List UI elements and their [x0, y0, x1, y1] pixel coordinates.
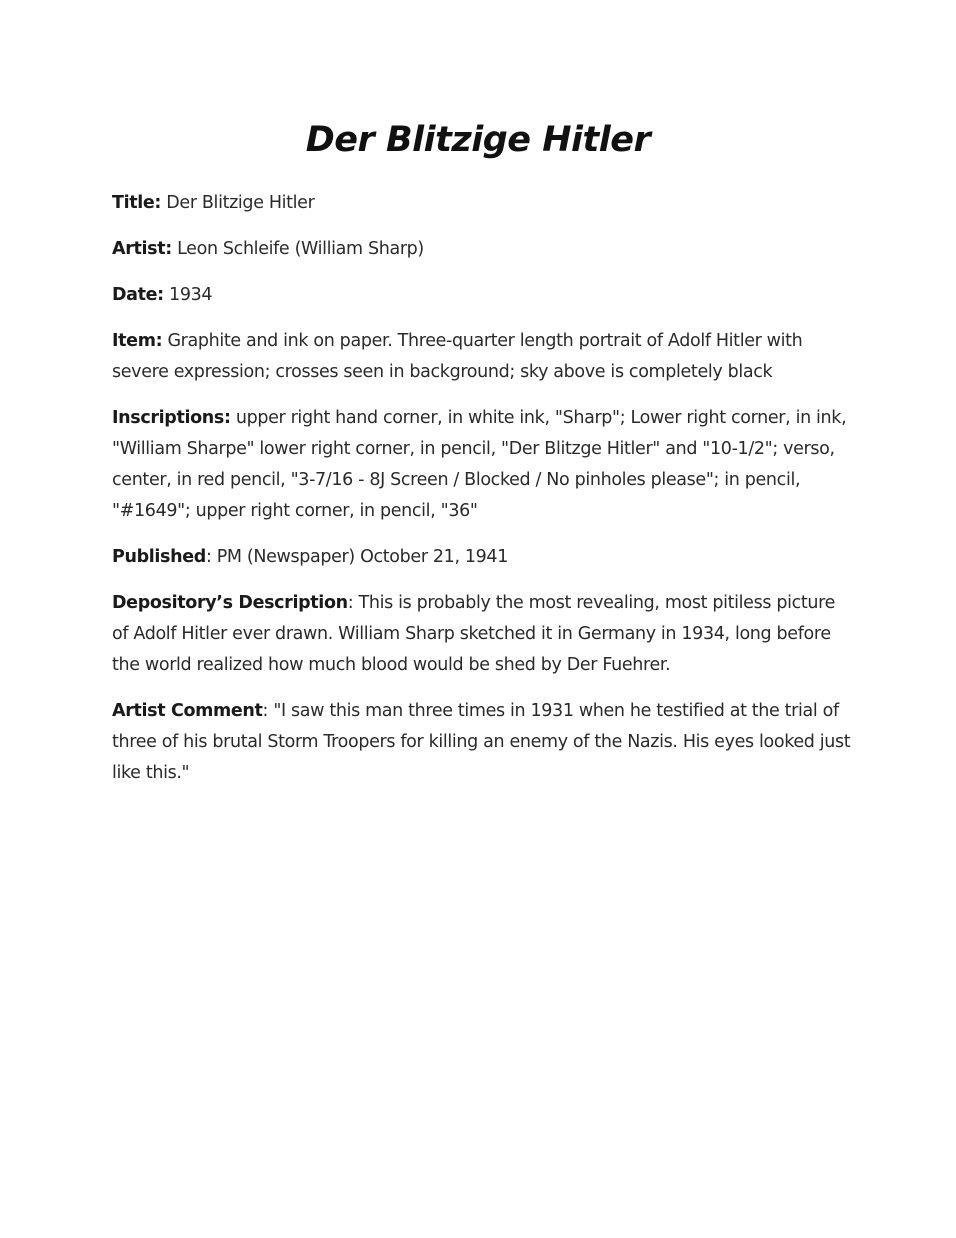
- field-value: Graphite and ink on paper. Three-quarter length portrait of Adolf Hitler with severe expression; crosses seen in background; sky above is completely black: [112, 331, 803, 382]
- metadata-fields: [112, 188, 852, 804]
- field-item: [112, 326, 852, 388]
- field-label: Title:: [112, 193, 162, 213]
- document-heading: Der Blitzige Hitler: [305, 120, 651, 160]
- field-inscriptions: [112, 403, 852, 527]
- field-label: Depository’s Description: [112, 593, 348, 613]
- field-label: Inscriptions:: [112, 408, 231, 428]
- field-date: [112, 280, 852, 311]
- field-label: Artist Comment: [112, 701, 263, 721]
- field-value: Leon Schleife (William Sharp): [177, 239, 424, 259]
- field-published: [112, 542, 852, 573]
- field-label: Date:: [112, 285, 164, 305]
- field-separator: :: [262, 701, 274, 721]
- field-depository-description: [112, 588, 852, 681]
- field-artist: [112, 234, 852, 265]
- field-separator: :: [205, 547, 217, 567]
- field-value: upper right hand corner, in white ink, "Sharp"; Lower right corner, in ink, "William Sharpe" lower right corner, in pencil, "Der Blitzge Hitler" and "10-1/2"; verso, center, in red pencil, "3-7/16 - 8J Screen / Blocked / No pinholes please"; in pencil, "#1649"; upper right corner, in pencil, "36": [112, 408, 847, 521]
- field-separator: :: [347, 593, 359, 613]
- field-value: 1934: [169, 285, 213, 305]
- field-artist-comment: [112, 696, 852, 789]
- field-title: [112, 188, 852, 219]
- field-value: "I saw this man three times in 1931 when he testified at the trial of three of his brutal Storm Troopers for killing an enemy of the Nazis. His eyes looked just like this.": [112, 701, 851, 783]
- field-label: Published: [112, 547, 206, 567]
- field-value: Der Blitzige Hitler: [166, 193, 315, 213]
- field-value: PM (Newspaper) October 21, 1941: [216, 547, 509, 567]
- field-value: This is probably the most revealing, most pitiless picture of Adolf Hitler ever drawn. William Sharp sketched it in Germany in 1934, long before the world realized how much blood would be shed by Der Fuehrer.: [112, 593, 836, 675]
- field-label: Artist:: [112, 239, 172, 259]
- field-label: Item:: [112, 331, 163, 351]
